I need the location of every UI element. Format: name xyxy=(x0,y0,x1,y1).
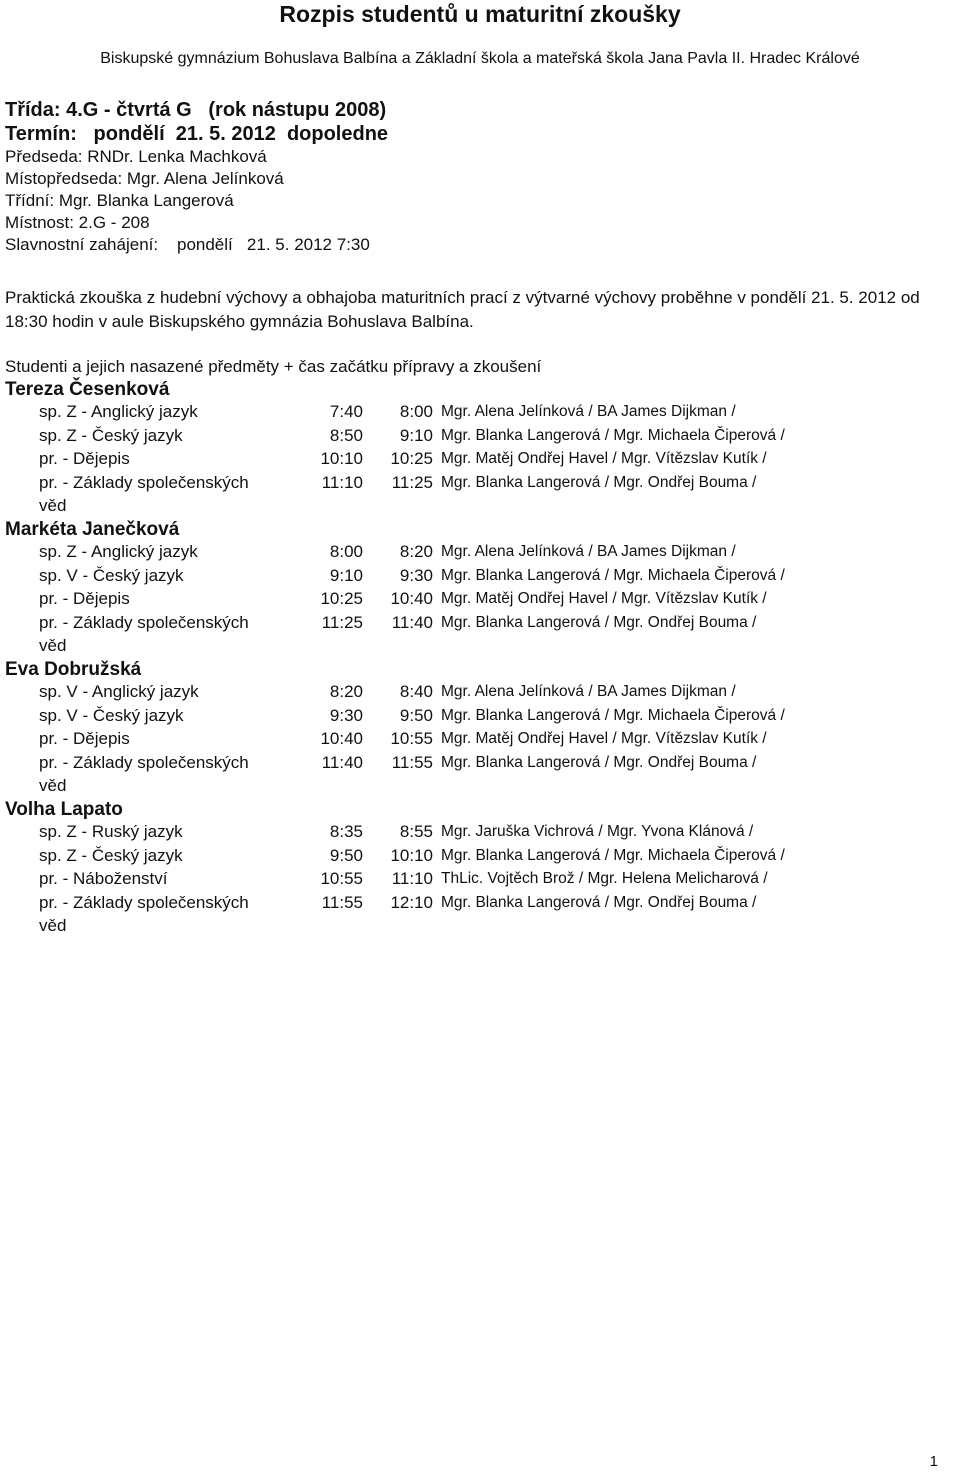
examiners: Mgr. Blanka Langerová / Mgr. Ondřej Bouma / xyxy=(441,893,757,911)
exam-row xyxy=(5,706,955,730)
exam-row xyxy=(5,893,955,917)
exam-subject: sp. Z - Český jazyk xyxy=(39,425,183,445)
examiners: Mgr. Blanka Langerová / Mgr. Michaela Čiperová / xyxy=(441,566,785,584)
prep-time: 10:25 xyxy=(320,589,363,608)
room-line: Místnost: 2.G - 208 xyxy=(5,213,150,232)
exam-time: 10:25 xyxy=(390,449,433,468)
exam-subject: sp. Z - Anglický jazyk xyxy=(39,542,198,561)
students-list xyxy=(5,378,955,938)
student-block xyxy=(5,518,955,658)
exam-row xyxy=(5,682,955,706)
exam-time: 10:40 xyxy=(390,589,433,608)
exam-subject: pr. - Dějepis xyxy=(39,449,130,468)
exam-header xyxy=(5,98,388,256)
student-name: Volha Lapato xyxy=(5,799,123,820)
prep-time: 8:00 xyxy=(329,542,363,561)
exam-row xyxy=(5,426,955,450)
prep-time: 10:40 xyxy=(320,729,363,748)
students-heading: Studenti a jejich nasazené předměty + čas začátku přípravy a zkoušení xyxy=(5,357,542,376)
vice-chair-line: Místopředseda: Mgr. Alena Jelínková xyxy=(5,169,284,188)
examiners: Mgr. Blanka Langerová / Mgr. Ondřej Bouma / xyxy=(441,473,757,491)
school-name: Biskupské gymnázium Bohuslava Balbína a Základní škola a mateřská škola Jana Pavla II. Hradec Králové xyxy=(100,50,860,67)
exam-row xyxy=(5,566,955,590)
subject-wrap: věd xyxy=(39,636,67,655)
examiners: Mgr. Alena Jelínková / BA James Dijkman / xyxy=(441,403,736,420)
exam-time: 8:55 xyxy=(399,822,433,841)
exam-row xyxy=(5,822,955,846)
exam-row xyxy=(5,869,955,893)
exam-subject: pr. - Základy společenských xyxy=(39,892,249,912)
examiners: Mgr. Matěj Ondřej Havel / Mgr. Vítězslav Kutík / xyxy=(441,590,767,607)
prep-time: 8:35 xyxy=(329,822,363,841)
exam-row xyxy=(5,449,955,473)
exam-time: 12:10 xyxy=(390,892,433,912)
exam-row xyxy=(5,613,955,637)
examiners: Mgr. Blanka Langerová / Mgr. Michaela Čiperová / xyxy=(441,426,785,444)
class-teacher-line: Třídní: Mgr. Blanka Langerová xyxy=(5,191,234,210)
prep-time: 10:55 xyxy=(320,869,363,888)
exam-row xyxy=(5,753,955,777)
exam-time: 10:55 xyxy=(390,729,433,748)
subject-wrap: věd xyxy=(39,916,67,935)
exam-time: 11:40 xyxy=(391,612,433,632)
page-title: Rozpis studentů u maturitní zkoušky xyxy=(279,1,681,27)
exam-time: 11:55 xyxy=(391,752,433,772)
examiners: Mgr. Jaruška Vichrová / Mgr. Yvona Klánová / xyxy=(441,823,754,840)
student-name: Eva Dobružská xyxy=(5,659,142,680)
exam-time: 8:00 xyxy=(399,402,433,421)
exam-row xyxy=(5,402,955,426)
exam-subject: pr. - Dějepis xyxy=(39,589,130,608)
exam-time: 11:25 xyxy=(391,472,433,492)
exam-row xyxy=(5,542,955,566)
exam-time: 11:10 xyxy=(391,869,433,888)
student-name: Markéta Janečková xyxy=(5,519,180,540)
term-line: Termín: pondělí 21. 5. 2012 dopoledne xyxy=(5,123,389,145)
student-block xyxy=(5,798,955,938)
exam-row xyxy=(5,589,955,613)
exam-subject: sp. V - Český jazyk xyxy=(39,705,184,725)
subject-wrap: věd xyxy=(39,776,67,795)
prep-time: 11:40 xyxy=(321,752,363,772)
examiners: Mgr. Alena Jelínková / BA James Dijkman / xyxy=(441,543,736,560)
examiners: Mgr. Blanka Langerová / Mgr. Ondřej Bouma / xyxy=(441,753,757,771)
exam-subject: sp. Z - Český jazyk xyxy=(39,845,183,865)
exam-subject: sp. V - Anglický jazyk xyxy=(39,682,199,701)
page-number: 1 xyxy=(929,1453,938,1470)
exam-row xyxy=(5,729,955,753)
exam-subject: sp. Z - Anglický jazyk xyxy=(39,402,198,421)
opening-line: Slavnostní zahájení: pondělí 21. 5. 2012 7:30 xyxy=(5,235,370,254)
exam-row xyxy=(5,473,955,497)
prep-time: 10:10 xyxy=(320,449,363,468)
examiners: Mgr. Alena Jelínková / BA James Dijkman / xyxy=(441,683,736,700)
exam-subject: pr. - Náboženství xyxy=(39,869,168,888)
exam-time: 8:20 xyxy=(399,542,433,561)
exam-time: 9:50 xyxy=(399,705,433,725)
exam-subject: sp. Z - Ruský jazyk xyxy=(39,822,183,841)
examiners: Mgr. Blanka Langerová / Mgr. Michaela Čiperová / xyxy=(441,706,785,724)
prep-time: 11:25 xyxy=(321,612,363,632)
class-line: Třída: 4.G - čtvrtá G (rok nástupu 2008) xyxy=(5,99,387,121)
examiners: Mgr. Matěj Ondřej Havel / Mgr. Vítězslav Kutík / xyxy=(441,450,767,467)
prep-time: 11:10 xyxy=(321,472,363,492)
examiners: ThLic. Vojtěch Brož / Mgr. Helena Melicharová / xyxy=(441,870,768,887)
prep-time: 8:20 xyxy=(329,682,363,701)
chair-line: Předseda: RNDr. Lenka Machková xyxy=(5,147,267,166)
prep-time: 9:10 xyxy=(329,565,363,585)
examiners: Mgr. Blanka Langerová / Mgr. Michaela Čiperová / xyxy=(441,846,785,864)
exam-subject: sp. V - Český jazyk xyxy=(39,565,184,585)
exam-subject: pr. - Dějepis xyxy=(39,729,130,748)
exam-subject: pr. - Základy společenských xyxy=(39,752,249,772)
prep-time: 9:30 xyxy=(329,705,363,725)
practical-exam-note: Praktická zkouška z hudební výchovy a obhajoba maturitních prací z výtvarné výchovy proběhne v pondělí 21. 5. 2012 od 18:30 hodin v aule Biskupského gymnázia Bohuslava Balbína. xyxy=(5,288,920,331)
student-block xyxy=(5,378,955,518)
student-name: Tereza Česenková xyxy=(5,379,170,400)
student-block xyxy=(5,658,955,798)
examiners: Mgr. Blanka Langerová / Mgr. Ondřej Bouma / xyxy=(441,613,757,631)
exam-row xyxy=(5,846,955,870)
prep-time: 8:50 xyxy=(329,425,363,445)
examiners: Mgr. Matěj Ondřej Havel / Mgr. Vítězslav Kutík / xyxy=(441,730,767,747)
prep-time: 9:50 xyxy=(329,845,363,865)
exam-time: 8:40 xyxy=(399,682,433,701)
subject-wrap: věd xyxy=(39,496,67,515)
prep-time: 7:40 xyxy=(329,402,363,421)
exam-subject: pr. - Základy společenských xyxy=(39,612,249,632)
exam-time: 10:10 xyxy=(390,845,433,865)
prep-time: 11:55 xyxy=(321,892,363,912)
exam-time: 9:30 xyxy=(399,565,433,585)
exam-subject: pr. - Základy společenských xyxy=(39,472,249,492)
exam-time: 9:10 xyxy=(399,425,433,445)
